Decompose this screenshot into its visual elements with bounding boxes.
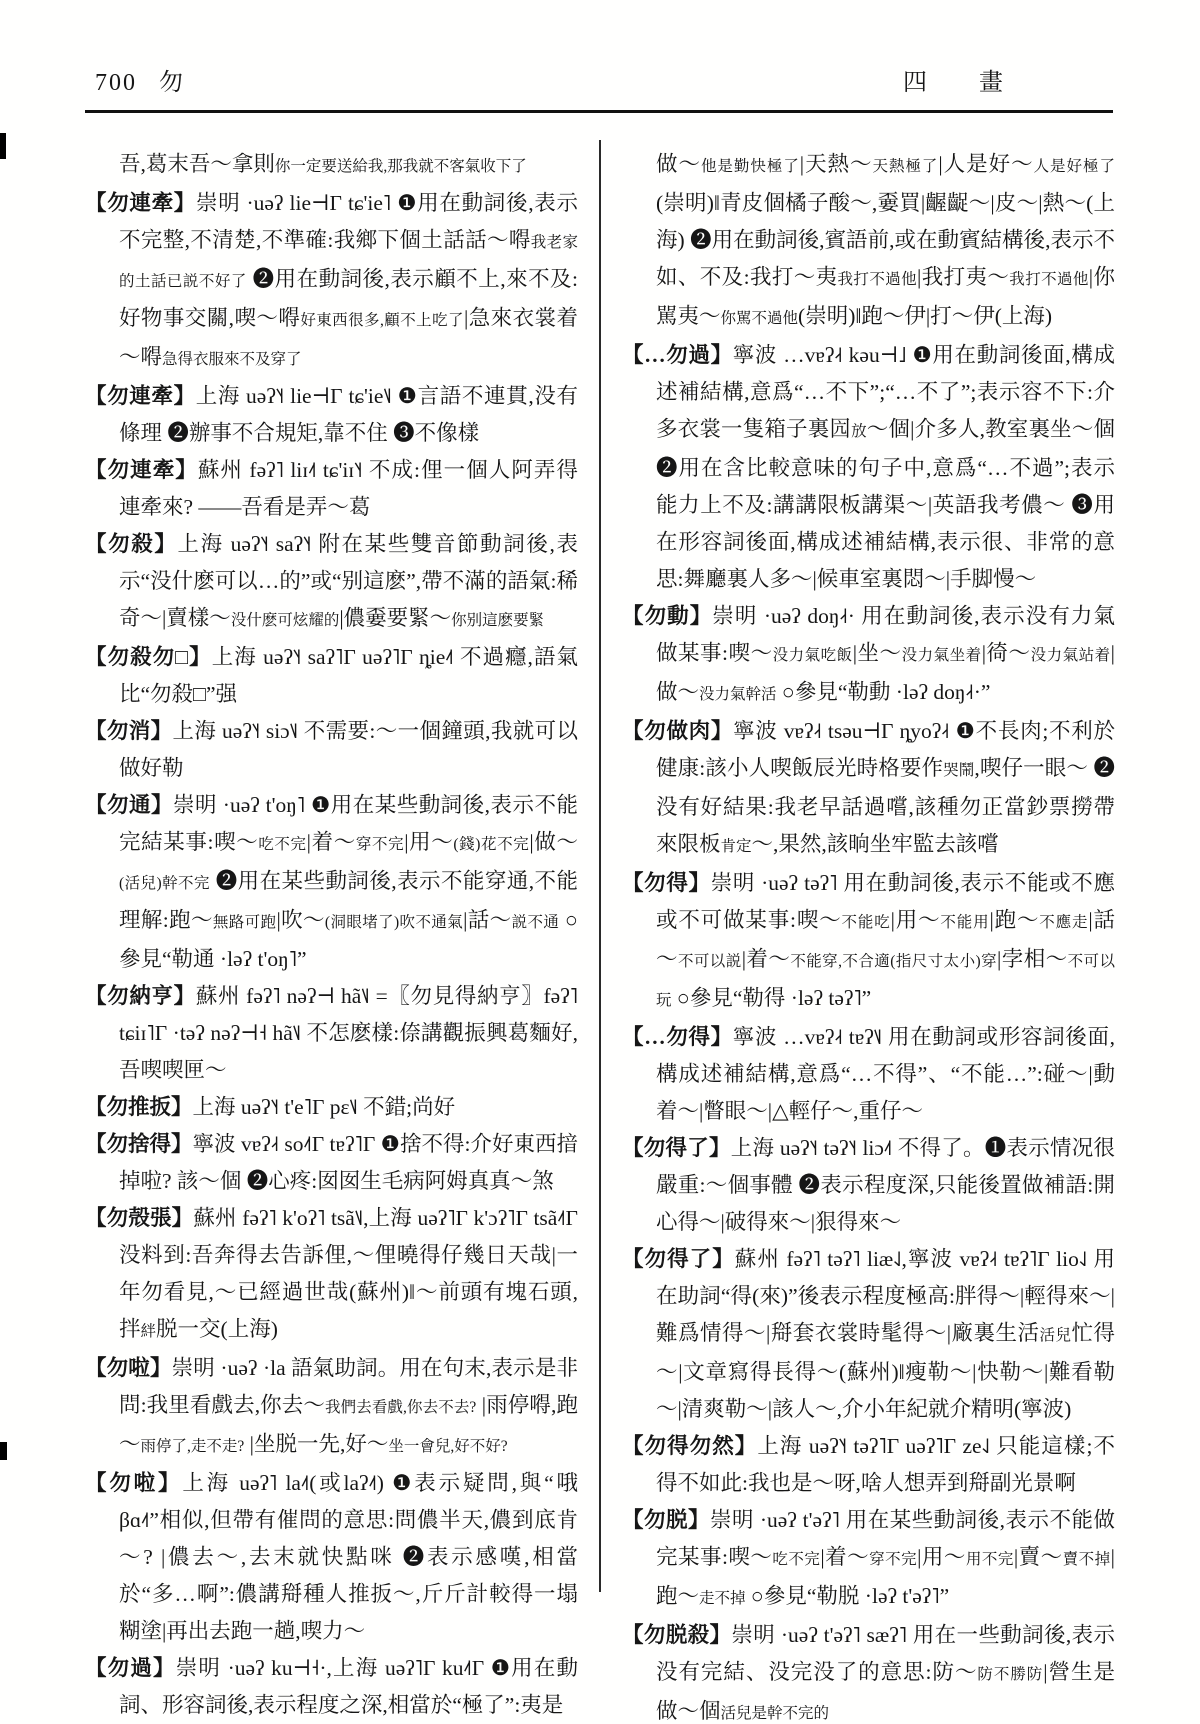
dictionary-entry <box>85 713 578 787</box>
dictionary-entry <box>85 452 578 526</box>
entry-text: |急來衣裳着～嘚 <box>119 306 578 369</box>
entry-text: 寧波 vɐʔ˨˧ so˨˦Γ tɐʔ˥Γ ❶捨不得:介好東西揞掉啦? 該～個 ❷心疼:囡囡生毛病阿姆真真～煞 <box>119 1132 578 1193</box>
gloss-small-text: 我打不過他 <box>837 271 918 288</box>
entry-text: 崇明 ·uəʔ doŋ˨˧· 用在動詞後,表示没有力氣做某事:喫～ <box>656 604 1115 665</box>
entry-headword: 【…勿過】 <box>622 343 733 367</box>
entry-text: |營生是做～個 <box>656 1660 1115 1723</box>
entry-headword: 【勿納亨】 <box>85 984 196 1008</box>
entry-text: 寧波 …vɐʔ˨˧ tɐʔ˥˩ 用在動詞或形容詞後面,構成述補結構,意爲“…不得”、“不能…”:碰～|動着～|瞥眼～|△輕仔～,重仔～ <box>656 1025 1115 1123</box>
gloss-small-text: 説不通 <box>511 914 560 931</box>
dictionary-entry <box>85 978 578 1089</box>
entry-text: 上海 uəʔ˥˧ lie⊣Γ tɕ'ie˥˩ ❶言語不連貫,没有條理 ❷辦事不合規矩,靠不住 ❸不像樣 <box>119 384 578 445</box>
gloss-small-text: 他是勤快極了 <box>700 158 800 175</box>
gloss-small-text: 不能吃 <box>841 914 891 931</box>
entry-text: |我打夷～ <box>917 265 1010 289</box>
entry-headword: 【勿做肉】 <box>622 719 734 743</box>
dictionary-entry <box>85 639 578 713</box>
dictionary-entry <box>622 713 1115 865</box>
entry-text: 忙得～|文章寫得長得～(蘇州)‖瘦勒～|快勒～|難看勒～|清爽勒～|該人～,介小年紀就介精明(寧波) <box>656 1321 1115 1421</box>
entry-text: |坐脱一先,好～ <box>244 1432 389 1456</box>
gloss-small-text: 哭鬧 <box>943 762 975 779</box>
gloss-small-text: 穿不完 <box>869 1551 918 1568</box>
dictionary-entry <box>622 598 1115 713</box>
entry-headword: 【勿得了】 <box>622 1247 735 1271</box>
entry-headword: 【勿過】 <box>85 1656 176 1680</box>
entry-text: |用～ <box>917 1545 966 1569</box>
entry-text: |天熱～ <box>799 152 873 176</box>
entry-text: |雨停嘚,跑～ <box>119 1393 578 1456</box>
entry-text: |坐～ <box>852 641 902 665</box>
dictionary-entry <box>622 1241 1115 1428</box>
gloss-small-text: 不能穿,不合適(指尺寸太小)穿 <box>790 953 998 970</box>
gloss-small-text: 活兒 <box>1039 1327 1072 1344</box>
gloss-small-text: 賣不掉 <box>1062 1551 1111 1568</box>
dictionary-entry <box>622 1130 1115 1241</box>
scan-artifact <box>0 133 6 159</box>
scan-artifact <box>0 1442 7 1460</box>
right-column <box>622 146 1115 1724</box>
gloss-small-text: 吃不完 <box>772 1551 821 1568</box>
entry-text: |吹～ <box>276 908 325 932</box>
entry-text: 蘇州 fəʔ˥ nəʔ⊣ hã˥˩ =〖勿見得納亨〗fəʔ˥ tɕiɪ˥Γ ·təʔ nəʔ⊣˧ hã˥˩ 不怎麽樣:倷講觀振興葛麵好,吾喫喫匣～ <box>119 984 578 1082</box>
entry-text: 寧波 vɐʔ˨˧ tsəu⊣Γ ȵyoʔ˨˧ ❶不長肉;不利於健康:該小人喫飯辰光時格要作 <box>656 719 1115 780</box>
entry-text: ○參見“勒得 ·ləʔ təʔ˥” <box>671 986 872 1010</box>
entry-text: |話～ <box>656 908 1115 971</box>
entry-headword: 【勿動】 <box>622 604 713 628</box>
entry-text: 上海 uəʔ˥˧ siɔ˥˩ 不需要:～一個鐘頭,我就可以做好勒 <box>119 719 578 780</box>
entry-text: 崇明 ·uəʔ ku⊣˧·,上海 uəʔ˥Γ ku˨˦Γ ❶用在動詞、形容詞後,表示程度之深,相當於“極了”:夷是 <box>119 1656 578 1717</box>
dictionary-entry <box>85 1350 578 1465</box>
dictionary-entry <box>85 1650 578 1724</box>
stroke-count-header: 四 畫 <box>903 70 1017 96</box>
gloss-small-text: (錢)花不完 <box>453 836 530 853</box>
page-number: 700 <box>95 70 137 96</box>
gloss-small-text: 絆 <box>140 1323 157 1340</box>
gloss-small-text: 用不完 <box>965 1551 1014 1568</box>
gloss-small-text: 我們去看戲,你去不去? <box>325 1399 477 1416</box>
gloss-small-text: 走不掉 <box>699 1590 746 1607</box>
gloss-small-text: 你一定要送給我,那我就不客氣收下了 <box>274 158 527 175</box>
gloss-small-text: (活兒)幹不完 <box>119 875 210 892</box>
dictionary-entry-continuation <box>622 146 1115 337</box>
dictionary-entry <box>85 787 578 978</box>
dictionary-entry <box>622 337 1115 598</box>
entry-headword: 【勿連牽】 <box>85 191 196 215</box>
entry-text: |用～ <box>404 830 454 854</box>
entry-headword: 【勿捨得】 <box>85 1132 193 1156</box>
entry-headword: 【勿消】 <box>85 719 173 743</box>
entry-headword: 【勿脱】 <box>622 1508 710 1532</box>
gloss-small-text: 急得衣服來不及穿了 <box>162 351 302 368</box>
entry-text: |人是好～ <box>938 152 1034 176</box>
entry-text: 蘇州 fəʔ˥ liɪ˨˦ tɕ'iɪ˥˧ 不成:俚一個人阿弄得連牽來? ——吾看是弄～葛 <box>119 458 578 519</box>
entry-text: 上海 uəʔ˥˧ saʔ˥˧ 附在某些雙音節動詞後,表示“没什麽可以…的”或“别這麽”,帶不滿的語氣:稀奇～|賣樣～ <box>119 532 578 630</box>
dictionary-entry-continuation <box>85 146 578 185</box>
entry-text: (崇明)‖青皮個橘子酸～,嫑買|齷齪～|皮～|熱～(上海) ❷用在動詞後,賓語前,或在動賓結構後,表示不如、不及:我打～夷 <box>656 191 1115 289</box>
entry-text: |着～ <box>741 947 791 971</box>
entry-headword: 【勿殻張】 <box>85 1206 194 1230</box>
entry-text: 上海 uəʔ˥˧ təʔ˥Γ uəʔ˥Γ ze˨˩ 只能這樣;不得不如此:我也是～呀,啥人想弄到搿副光景啊 <box>656 1434 1115 1495</box>
entry-text: 上海 uəʔ˥˧ təʔ˥˧ liɔ˨˦ 不得了。❶表示情况很嚴重:～個事體 ❷表示程度深,只能後置做補語:開心得～|破得來～|狠得來～ <box>656 1136 1115 1234</box>
dictionary-entry <box>85 378 578 452</box>
gloss-small-text: 不可以玩 <box>656 953 1115 1009</box>
entry-text: ○參見“勒通 ·ləʔ t'oŋ˥” <box>119 908 578 971</box>
dictionary-entry <box>622 1019 1115 1130</box>
gloss-small-text: 防不勝防 <box>977 1666 1044 1683</box>
gloss-small-text: 天熱極了 <box>872 158 939 175</box>
entry-text: 做～ <box>656 152 701 176</box>
gloss-small-text: 你駡不過他 <box>720 310 799 327</box>
text-columns <box>85 146 1115 1724</box>
entry-text: 上海 uəʔ˥˧ t'e˥Γ pɛ˥˩ 不錯;尚好 <box>192 1095 456 1119</box>
gloss-small-text: 没力氣坐着 <box>901 647 982 664</box>
entry-text: 上海 uəʔ˥ la˨˦(或laʔ˨˦) ❶表示疑問,與“哦 βɑ˨˦”相似,但帶有催問的意思:問儂半天,儂到底肯～? |儂去～,去末就快點咪 ❷表示感嘆,相當於“多…啊”:儂講搿種人推扳～,斤斤計較得一塌糊塗|再出去跑一趟,喫力～ <box>119 1471 578 1643</box>
entry-text: ～個|介多人,教室裏坐～個 ❷用在含比較意味的句子中,意爲“…不過”;表示能力上不及:講講限板講渠～|英語我考儂～ ❸用在形容詞後面,構成述補結構,表示很、非常的意思:舞廳裏人多～|候車室裏悶～|手脚慢～ <box>656 417 1115 591</box>
entry-text: 崇明 ·uəʔ t'əʔ˥ sæʔ˥ 用在一些動詞後,表示没有完結、没完没了的意思:防～ <box>656 1623 1115 1684</box>
gloss-small-text: 坐一會兒,好不好? <box>388 1438 508 1455</box>
entry-text: |做～ <box>656 641 1115 704</box>
entry-text: ❷用在某些動詞後,表示不能穿通,不能理解:跑～ <box>119 869 578 932</box>
entry-text: |徛～ <box>981 641 1031 665</box>
section-character: 勿 <box>159 70 185 96</box>
entry-text: |跑～ <box>656 1545 1115 1608</box>
dictionary-entry <box>85 1089 578 1126</box>
entry-text: ❷用在動詞後,表示顧不上,來不及:好物事交關,喫～嘚 <box>119 267 578 330</box>
entry-text: 崇明 ·uəʔ t'əʔ˥ 用在某些動詞後,表示不能做完某事:喫～ <box>656 1508 1115 1569</box>
dictionary-entry <box>85 185 578 378</box>
header-rule <box>85 110 1113 113</box>
dictionary-entry <box>622 1502 1115 1617</box>
entry-text: |你駡夷～ <box>656 265 1115 328</box>
entry-text: 崇明 ·uəʔ ·la 語氣助詞。用在句末,表示是非問:我里看戲去,你去～ <box>119 1356 578 1417</box>
entry-text: 上海 uəʔ˥˧ saʔ˥Γ uəʔ˥Γ ȵie˨˦ 不過癮,語氣比“勿殺□”强 <box>119 645 578 706</box>
entry-text: 崇明 ·uəʔ lie⊣Γ tɕ'ie˥ ❶用在動詞後,表示不完整,不清楚,不準確:我鄉下個土話話～嘚 <box>119 191 578 252</box>
entry-headword: 【勿連牽】 <box>85 384 196 408</box>
entry-text: ○參見“勒脱 ·ləʔ t'əʔ˥” <box>745 1584 950 1608</box>
entry-headword: 【勿得勿然】 <box>622 1434 758 1458</box>
gloss-small-text: (洞眼堵了)吹不通氣 <box>324 914 464 931</box>
entry-text: |話～ <box>463 908 512 932</box>
entry-text: ～,果然,該晌坐牢監去該嚐 <box>751 832 999 856</box>
entry-text: |用～ <box>890 908 941 932</box>
entry-headword: 【勿殺】 <box>85 532 178 556</box>
entry-text: |孛相～ <box>997 947 1068 971</box>
entry-headword: 【勿得】 <box>622 871 711 895</box>
entry-text: 脱一交(上海) <box>156 1317 278 1341</box>
gloss-small-text: 不可以説 <box>677 953 742 970</box>
gloss-small-text: 没力氣站着 <box>1030 647 1111 664</box>
dictionary-entry <box>622 865 1115 1019</box>
gloss-small-text: 不應走 <box>1039 914 1089 931</box>
entry-text: 寧波 …vɐʔ˨˧ kəu⊣˩ ❶用在動詞後面,構成述補結構,意爲“…不下”;“…不了”;表示容不下:介多衣裳一隻箱子裏囥 <box>656 343 1115 441</box>
gloss-small-text: 不能用 <box>940 914 990 931</box>
dictionary-entry <box>85 526 578 639</box>
entry-text: 崇明 ·uəʔ t'oŋ˥ ❶用在某些動詞後,表示不能完結某事:喫～ <box>119 793 578 854</box>
dictionary-entry <box>622 1617 1115 1724</box>
gloss-small-text: 穿不完 <box>355 836 405 853</box>
entry-text: (崇明)‖跑～伊|打～伊(上海) <box>798 304 1053 328</box>
gloss-small-text: 没力氣吃飯 <box>772 647 853 664</box>
gloss-small-text: 人是好極了 <box>1033 158 1115 175</box>
entry-text: 崇明 ·uəʔ təʔ˥ 用在動詞後,表示不能或不應或不可做某事:喫～ <box>656 871 1115 932</box>
gloss-small-text: 放 <box>851 423 867 440</box>
entry-headword: 【勿通】 <box>85 793 173 817</box>
entry-text: 吾,葛末吾～拿則 <box>119 152 275 176</box>
gloss-small-text: 吃不完 <box>258 836 307 853</box>
entry-headword: 【勿連牽】 <box>85 458 198 482</box>
dictionary-entry <box>85 1126 578 1200</box>
left-column <box>85 146 578 1724</box>
entry-text: |儂嫑要緊～ <box>339 606 452 630</box>
entry-text: 蘇州 fəʔ˥ təʔ˥ liæ˨˩,寧波 vɐʔ˨˧ tɐʔ˥Γ lio˨˩ 用在助詞“得(來)”後表示程度極高:胖得～|輕得來～|難爲情得～|搿套衣裳時髦得～|廠裏生活 <box>656 1247 1115 1345</box>
entry-headword: 【勿啦】 <box>85 1356 172 1380</box>
entry-headword: 【勿推扳】 <box>85 1095 193 1119</box>
entry-headword: 【勿殺勿□】 <box>85 645 212 669</box>
entry-text: ○參見“勒動 ·ləʔ doŋ˨˧·” <box>776 680 991 704</box>
header-left <box>95 62 207 97</box>
gloss-small-text: 我打不過他 <box>1009 271 1089 288</box>
dictionary-entry <box>622 1428 1115 1502</box>
gloss-small-text: 活兒是幹不完的 <box>720 1705 830 1722</box>
page-header <box>95 62 1115 97</box>
gloss-small-text: 你别這麽要緊 <box>451 612 545 629</box>
entry-text: 蘇州 fəʔ˥ k'oʔ˥ tsã˥˩,上海 uəʔ˥Γ k'ɔʔ˥Γ tsã˨˦Γ 没料到:吾奔得去告訴俚,～俚曉得仔幾日天哉|一年勿看見,～已經過世哉(蘇州)‖～前頭有塊石頭,拌 <box>119 1206 578 1341</box>
entry-text: |賣～ <box>1013 1545 1063 1569</box>
entry-headword: 【勿脱殺】 <box>622 1623 732 1647</box>
gloss-small-text: 没力氣幹活 <box>699 686 777 703</box>
gloss-small-text: 我老家的土話已説不好了 <box>119 234 578 290</box>
gloss-small-text: 没什麽可炫耀的 <box>230 612 340 629</box>
gloss-small-text: 雨停了,走不走? <box>140 1438 245 1455</box>
entry-text: |跑～ <box>989 908 1040 932</box>
entry-text: |做～ <box>529 830 578 854</box>
entry-text: ,喫仔一眼～ ❷没有好結果:我老早話過嚐,該種勿正當鈔票撈帶來限板 <box>656 756 1115 856</box>
entry-headword: 【勿得了】 <box>622 1136 731 1160</box>
dictionary-entry <box>85 1465 578 1650</box>
dictionary-entry <box>85 1200 578 1350</box>
gloss-small-text: 肯定 <box>720 838 752 855</box>
entry-text: |着～ <box>820 1545 870 1569</box>
entry-headword: 【…勿得】 <box>622 1025 733 1049</box>
entry-text: |着～ <box>306 830 356 854</box>
gloss-small-text: 無路可跑 <box>212 914 277 931</box>
gloss-small-text: 好東西很多,顧不上吃了 <box>300 312 464 329</box>
entry-headword: 【勿啦】 <box>85 1471 183 1495</box>
